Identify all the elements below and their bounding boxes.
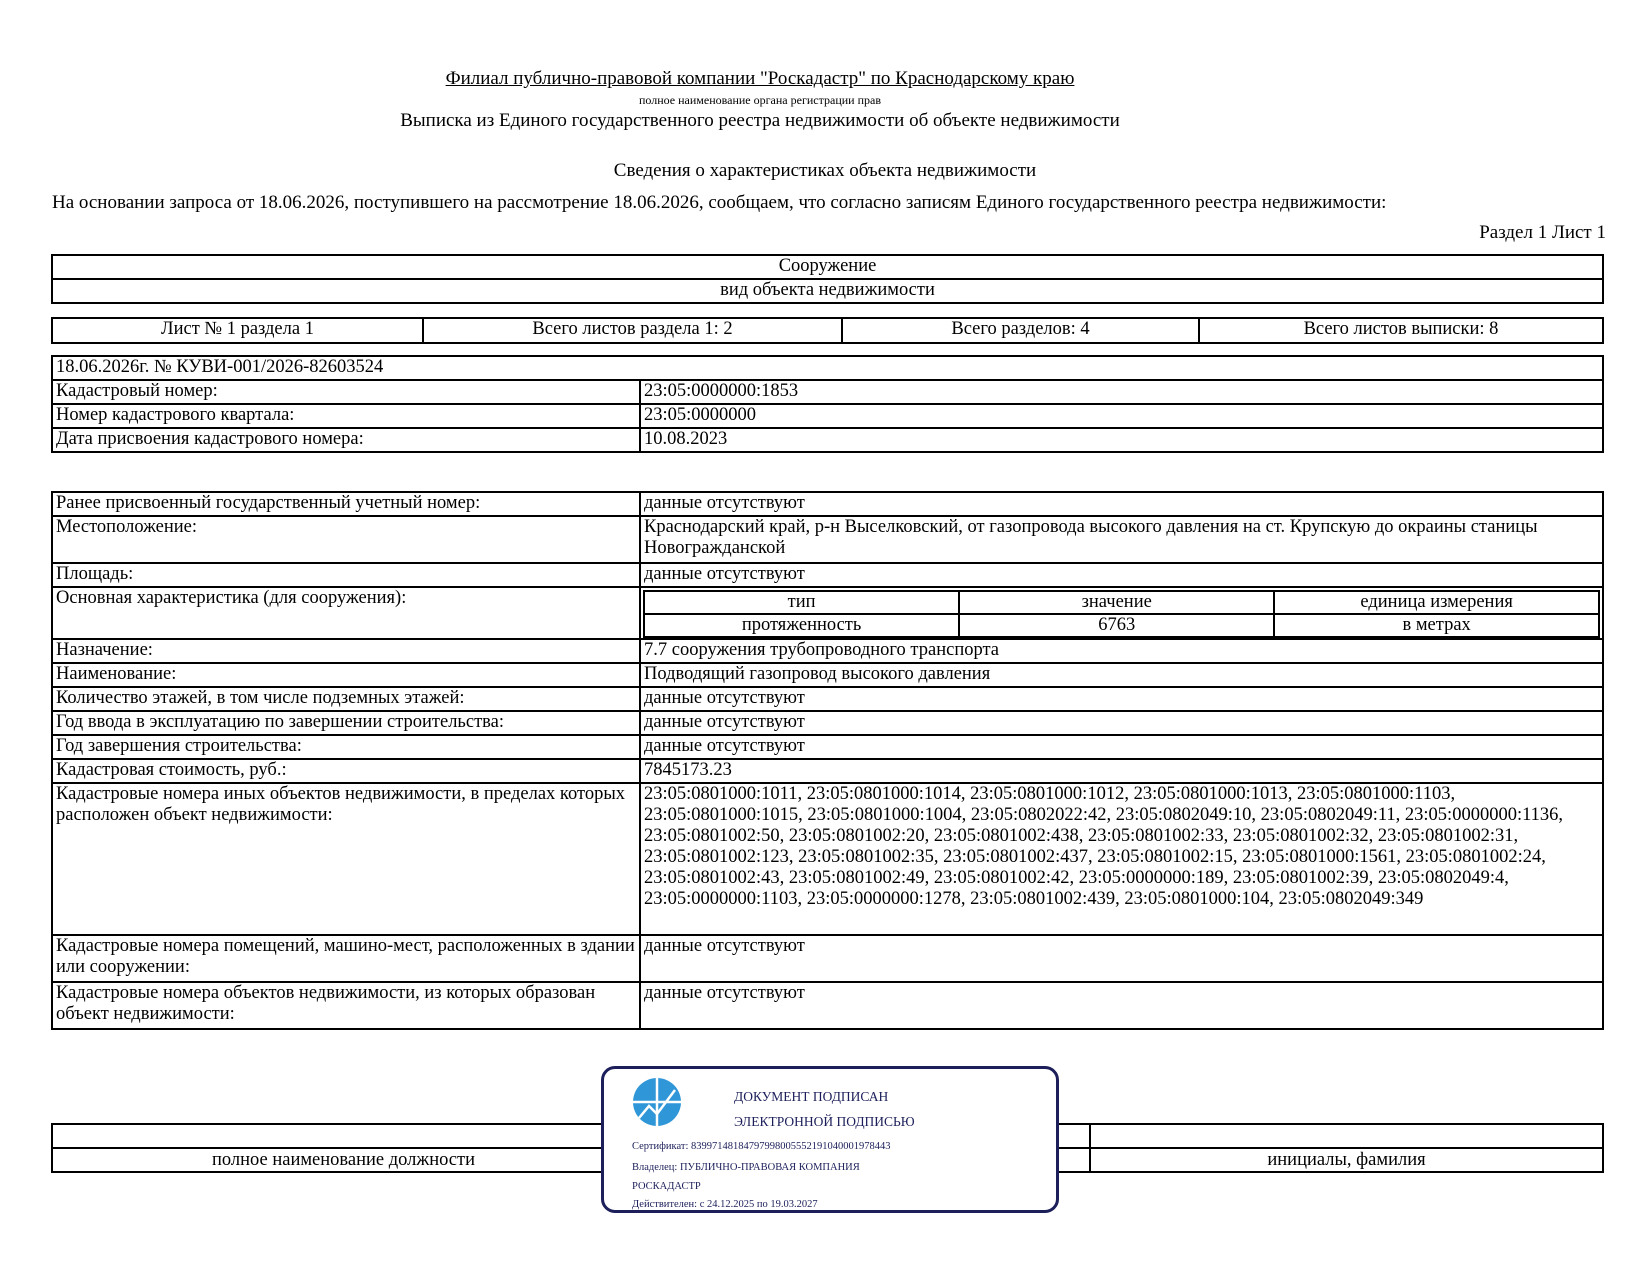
commission-year-label: Год ввода в эксплуатацию по завершении строительства: bbox=[52, 711, 640, 735]
cadastral-number-label: Кадастровый номер: bbox=[52, 380, 640, 404]
electronic-signature-stamp bbox=[601, 1066, 1059, 1213]
sheet-reference: Раздел 1 Лист 1 bbox=[1479, 222, 1606, 243]
char-type: протяженность bbox=[644, 614, 959, 637]
name-label: Наименование: bbox=[52, 663, 640, 687]
stamp-certificate: Сертификат: 8399714818479799800555219104000197844​3 bbox=[632, 1141, 891, 1152]
rosreestr-logo-icon bbox=[631, 1076, 683, 1128]
completion-year-value: данные отсутствуют bbox=[640, 735, 1603, 759]
source-objects-value: данные отсутствуют bbox=[640, 982, 1603, 1029]
intro-text: На основании запроса от 18.06.2026, поступившего на рассмотрение 18.06.2026, сообщаем, что согласно записям Единого государственного реестра недвижимости: bbox=[52, 192, 1387, 213]
cadastral-quarter-value: 23:05:0000000 bbox=[640, 404, 1603, 428]
prev-number-value: данные отсутствуют bbox=[640, 492, 1603, 516]
prev-number-label: Ранее присвоенный государственный учетный номер: bbox=[52, 492, 640, 516]
object-type-caption: вид объекта недвижимости bbox=[52, 279, 1603, 303]
total-sections: Всего разделов: 4 bbox=[842, 318, 1199, 343]
premises-label: Кадастровые номера помещений, машино-мест, расположенных в здании или сооружении: bbox=[52, 935, 640, 982]
details-table bbox=[51, 491, 1604, 1030]
main-characteristic-table bbox=[643, 590, 1600, 638]
purpose-value: 7.7 сооружения трубопроводного транспорта bbox=[640, 639, 1603, 663]
premises-value: данные отсутствуют bbox=[640, 935, 1603, 982]
position-caption: полное наименование должности bbox=[52, 1148, 635, 1172]
organization-name: Филиал публично-правовой компании "Роскадастр" по Краснодарскому краю bbox=[445, 68, 1075, 89]
assignment-date-label: Дата присвоения кадастрового номера: bbox=[52, 428, 640, 452]
char-header-value: значение bbox=[959, 591, 1274, 614]
stamp-owner-line2: РОСКАДАСТР bbox=[632, 1181, 701, 1192]
cadastral-number-value: 23:05:0000000:1853 bbox=[640, 380, 1603, 404]
identity-table bbox=[51, 355, 1604, 453]
stamp-title-line1: ДОКУМЕНТ ПОДПИСАН bbox=[734, 1089, 889, 1104]
main-characteristic-label: Основная характеристика (для сооружения): bbox=[52, 587, 640, 639]
stamp-owner-line1: Владелец: ПУБЛИЧНО-ПРАВОВАЯ КОМПАНИЯ bbox=[632, 1162, 860, 1173]
extract-title: Выписка из Единого государственного реестра недвижимости об объекте недвижимости bbox=[400, 110, 1120, 131]
area-label: Площадь: bbox=[52, 563, 640, 587]
commission-year-value: данные отсутствуют bbox=[640, 711, 1603, 735]
object-type-table bbox=[51, 254, 1604, 304]
area-value: данные отсутствуют bbox=[640, 563, 1603, 587]
location-label: Местоположение: bbox=[52, 516, 640, 563]
section-title: Сведения о характеристиках объекта недвижимости bbox=[613, 160, 1037, 181]
location-value: Краснодарский край, р-н Выселковский, от газопровода высокого давления на ст. Крупскую до окраины станицы Новогражданской bbox=[640, 516, 1603, 563]
cadastral-value-value: 7845173.23 bbox=[640, 759, 1603, 783]
name-field bbox=[1090, 1124, 1603, 1148]
organization-caption: полное наименование органа регистрации прав bbox=[638, 93, 882, 107]
stamp-title-line2: ЭЛЕКТРОННОЙ ПОДПИСЬЮ bbox=[734, 1114, 915, 1129]
other-objects-label: Кадастровые номера иных объектов недвижимости, в пределах которых расположен объект недвижимости: bbox=[52, 783, 640, 935]
position-field bbox=[52, 1124, 635, 1148]
floors-value: данные отсутствуют bbox=[640, 687, 1603, 711]
assignment-date-value: 10.08.2023 bbox=[640, 428, 1603, 452]
document-reference: 18.06.2026г. № КУВИ-001/2026-82603524 bbox=[52, 356, 1603, 380]
section-sheets-count: Всего листов раздела 1: 2 bbox=[423, 318, 842, 343]
name-caption: инициалы, фамилия bbox=[1090, 1148, 1603, 1172]
main-characteristic-cell bbox=[640, 587, 1603, 639]
total-sheets: Всего листов выписки: 8 bbox=[1199, 318, 1603, 343]
sheet-number: Лист № 1 раздела 1 bbox=[52, 318, 423, 343]
char-unit: в метрах bbox=[1274, 614, 1599, 637]
completion-year-label: Год завершения строительства: bbox=[52, 735, 640, 759]
name-value: Подводящий газопровод высокого давления bbox=[640, 663, 1603, 687]
floors-label: Количество этажей, в том числе подземных этажей: bbox=[52, 687, 640, 711]
cadastral-quarter-label: Номер кадастрового квартала: bbox=[52, 404, 640, 428]
source-objects-label: Кадастровые номера объектов недвижимости, из которых образован объект недвижимости: bbox=[52, 982, 640, 1029]
other-objects-value: 23:05:0801000:1011, 23:05:0801000:1014, 23:05:0801000:1012, 23:05:0801000:1013, 23:05:0801000:1103, 23:05:0801000:1015, 23:05:0801000:1004, 23:05:0802022:42, 23:05:0802049:10, 23:05:0802049:11, 23:05:0000000:1136, 23:05:0801002:50, 23:05:0801002:20, 23:05:0801002:438, 23:05:0801002:33, 23:05:0801002:32, 23:05:0801002:31, 23:05:0801002:123, 23:05:0801002:35, 23:05:0801002:437, 23:05:0801002:15, 23:05:0801000:1561, 23:05:0801002:24, 23:05:0801002:43, 23:05:0801002:49, 23:05:0801002:42, 23:05:0000000:189, 23:05:0801002:39, 23:05:0802049:4, 23:05:0000000:1103, 23:05:0000000:1278, 23:05:0801002:439, 23:05:0801000:104, 23:05:0802049:349 bbox=[640, 783, 1603, 935]
object-type-value: Сооружение bbox=[52, 255, 1603, 279]
sheets-table bbox=[51, 317, 1604, 344]
char-header-unit: единица измерения bbox=[1274, 591, 1599, 614]
char-header-type: тип bbox=[644, 591, 959, 614]
cadastral-value-label: Кадастровая стоимость, руб.: bbox=[52, 759, 640, 783]
char-value: 6763 bbox=[959, 614, 1274, 637]
purpose-label: Назначение: bbox=[52, 639, 640, 663]
stamp-validity: Действителен: с 24.12.2025 по 19.03.2027 bbox=[632, 1199, 818, 1210]
